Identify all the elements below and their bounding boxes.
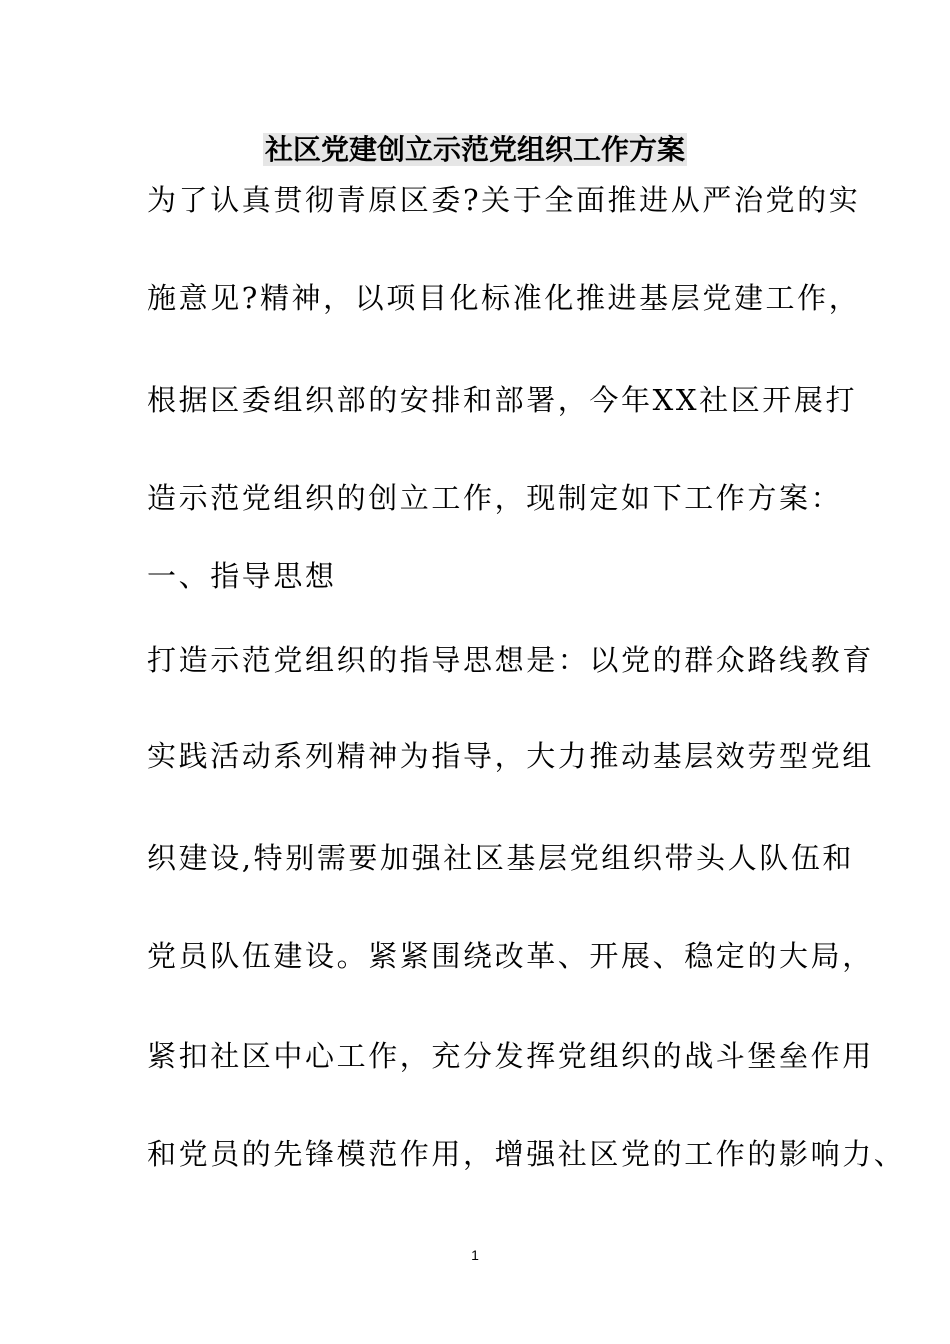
body-line: 根据区委组织部的安排和部署，今年XX社区开展打 — [147, 383, 858, 417]
section-heading: 一、指导思想 — [147, 559, 337, 593]
document-title-text: 社区党建创立示范党组织工作方案 — [264, 133, 685, 166]
body-line: 党员队伍建设。紧紧围绕改革、开展、稳定的大局， — [147, 939, 874, 973]
page-number: 1 — [471, 1247, 479, 1263]
body-line: 为了认真贯彻青原区委?关于全面推进从严治党的实 — [147, 183, 861, 217]
body-line: 织建设,特别需要加强社区基层党组织带头人队伍和 — [147, 841, 855, 875]
document-title — [0, 128, 950, 172]
body-line: 实践活动系列精神为指导，大力推动基层效劳型党组 — [147, 739, 874, 773]
body-line: 和党员的先锋模范作用，增强社区党的工作的影响力、 — [147, 1137, 906, 1171]
body-line: 打造示范党组织的指导思想是：以党的群众路线教育 — [147, 643, 874, 677]
body-line: 施意见?精神，以项目化标准化推进基层党建工作， — [147, 281, 861, 315]
body-line: 紧扣社区中心工作，充分发挥党组织的战斗堡垒作用 — [147, 1039, 874, 1073]
body-line: 造示范党组织的创立工作，现制定如下工作方案： — [147, 481, 843, 515]
